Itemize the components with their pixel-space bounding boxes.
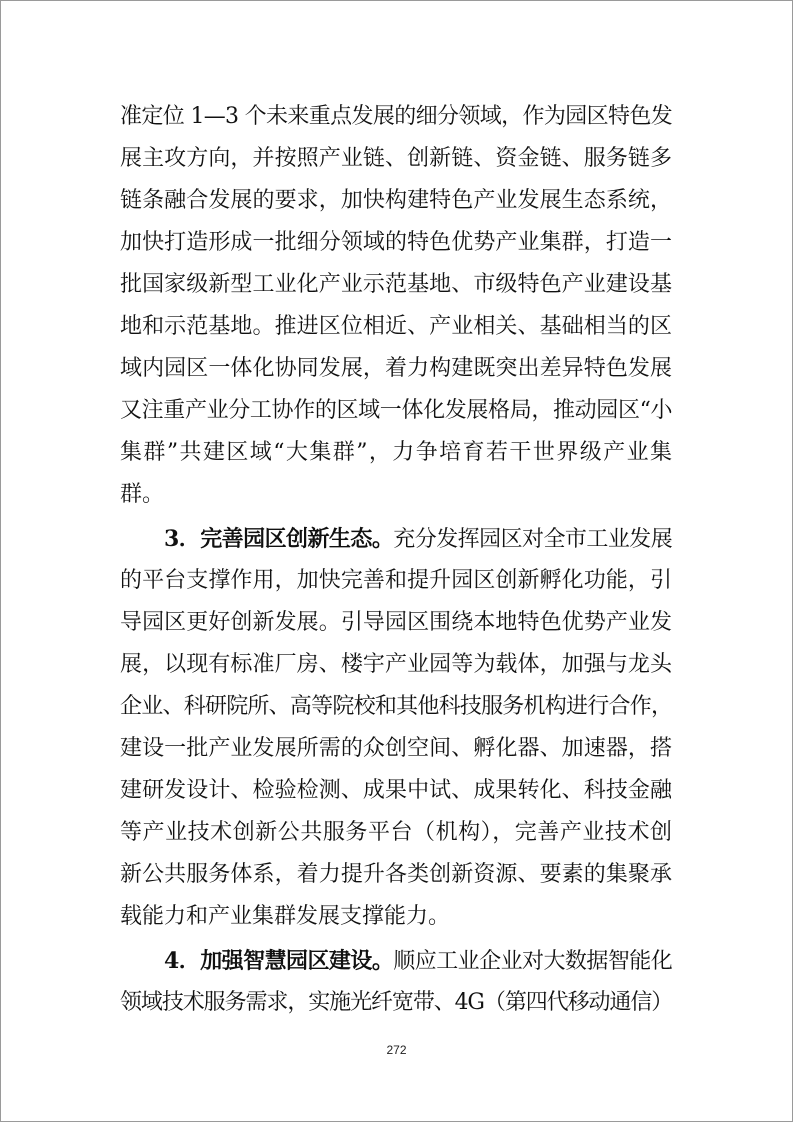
paragraph bbox=[120, 96, 672, 516]
text-span: 充分发挥园区对全市工业发展 bbox=[393, 527, 672, 552]
text-line: 等产业技术创新公共服务平台（机构），完善产业技术创 bbox=[120, 820, 672, 845]
text-line: 建研发设计、检验检测、成果中试、成果转化、科技金融 bbox=[120, 778, 672, 803]
section-heading: 4．加强智慧园区建设。 bbox=[164, 948, 394, 974]
text-line: 批国家级新型工业化产业示范基地、市级特色产业建设基 bbox=[120, 272, 672, 297]
text-line: 加快打造形成一批细分领域的特色优势产业集群，打造一 bbox=[120, 230, 672, 255]
page-number: 272 bbox=[386, 1043, 407, 1057]
section-heading: 3．完善园区创新生态。 bbox=[164, 526, 394, 552]
text-line: 的平台支撑作用，加快完善和提升园区创新孵化功能，引 bbox=[120, 568, 672, 593]
text-line: 领域技术服务需求，实施光纤宽带、4G（第四代移动通信） bbox=[120, 990, 672, 1015]
text-line bbox=[120, 940, 672, 982]
text-line bbox=[120, 518, 672, 560]
text-line: 域内园区一体化协同发展，着力构建既突出差异特色发展 bbox=[120, 356, 672, 381]
text-line: 建设一批产业发展所需的众创空间、孵化器、加速器，搭 bbox=[120, 736, 672, 761]
text-line: 链条融合发展的要求，加快构建特色产业发展生态系统， bbox=[120, 188, 672, 213]
text-line: 展主攻方向，并按照产业链、创新链、资金链、服务链多 bbox=[120, 146, 672, 171]
text-line: 又注重产业分工协作的区域一体化发展格局，推动园区“小 bbox=[120, 398, 672, 423]
text-line: 载能力和产业集群发展支撑能力。 bbox=[120, 904, 451, 929]
paragraph bbox=[120, 940, 672, 1024]
text-line: 群。 bbox=[120, 482, 165, 507]
paragraph bbox=[120, 518, 672, 938]
text-line: 地和示范基地。推进区位相近、产业相关、基础相当的区 bbox=[120, 314, 672, 339]
text-line: 展，以现有标准厂房、楼宇产业园等为载体，加强与龙头 bbox=[120, 652, 672, 677]
text-span: 顺应工业企业对大数据智能化 bbox=[393, 949, 672, 974]
text-line: 准定位 1—3 个未来重点发展的细分领域，作为园区特色发 bbox=[120, 104, 672, 129]
text-line: 新公共服务体系，着力提升各类创新资源、要素的集聚承 bbox=[120, 862, 672, 887]
text-line: 导园区更好创新发展。引导园区围绕本地特色优势产业发 bbox=[120, 610, 672, 635]
document-body bbox=[120, 96, 672, 1024]
text-line: 企业、科研院所、高等院校和其他科技服务机构进行合作， bbox=[120, 694, 672, 719]
text-line: 集群”共建区域“大集群”，力争培育若干世界级产业集 bbox=[120, 440, 672, 465]
